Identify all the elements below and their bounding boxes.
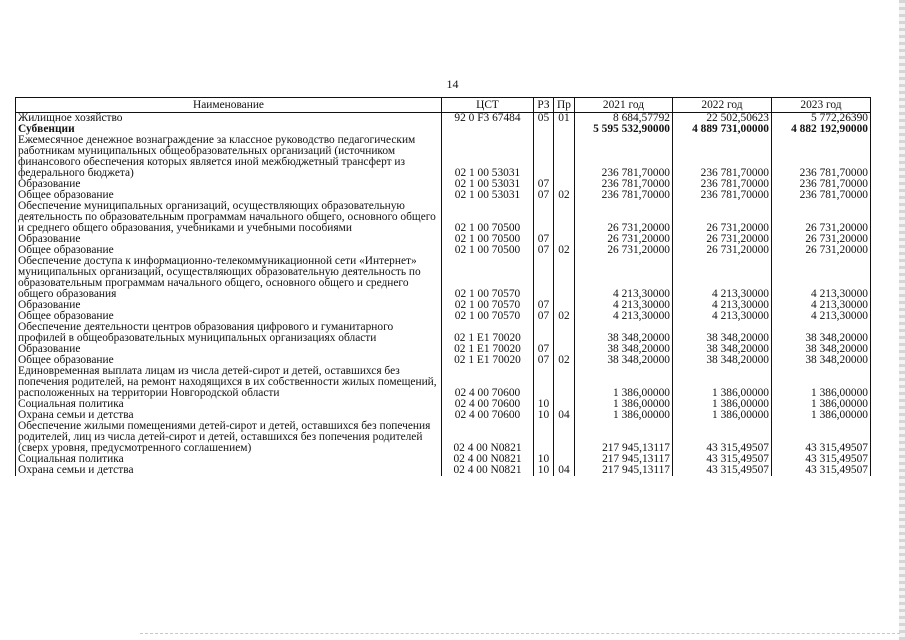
cell-rz — [534, 322, 554, 344]
cell-cst: 02 1 00 70570 — [442, 311, 534, 322]
cell-2023: 38 348,20000 — [772, 355, 871, 366]
cell-2021: 1 386,00000 — [575, 366, 673, 399]
cell-cst: 02 1 00 70570 — [442, 300, 534, 311]
cell-2023: 26 731,20000 — [772, 201, 871, 234]
table-row — [16, 201, 871, 234]
cell-rz: 07 — [534, 245, 554, 256]
cell-cst: 92 0 F3 67484 — [442, 113, 534, 125]
cell-pr — [554, 201, 575, 234]
cell-2021: 217 945,13117 — [575, 421, 673, 454]
cell-pr — [554, 366, 575, 399]
cell-cst: 02 4 00 N0821 — [442, 454, 534, 465]
cell-name: Общее образование — [16, 355, 442, 366]
table-header — [16, 98, 871, 113]
cell-2021: 38 348,20000 — [575, 322, 673, 344]
cell-2022: 38 348,20000 — [673, 322, 772, 344]
cell-pr — [554, 322, 575, 344]
cell-2023: 38 348,20000 — [772, 322, 871, 344]
cell-2021: 4 213,30000 — [575, 256, 673, 300]
cell-2021: 26 731,20000 — [575, 245, 673, 256]
cell-2021: 1 386,00000 — [575, 399, 673, 410]
cell-cst: 02 4 00 70600 — [442, 410, 534, 421]
cell-2022: 43 315,49507 — [673, 421, 772, 454]
cell-2021: 1 386,00000 — [575, 410, 673, 421]
table-row — [16, 465, 871, 476]
cell-cst: 02 1 E1 70020 — [442, 322, 534, 344]
cell-2022: 22 502,50623 — [673, 113, 772, 125]
cell-rz — [534, 124, 554, 135]
cell-2023: 5 772,26390 — [772, 113, 871, 125]
cell-2022: 26 731,20000 — [673, 245, 772, 256]
cell-name: Обеспечение доступа к информационно-телекоммуникационной сети «Интернет» муниципальных организаций, осуществляющих образовательную деятельность по образовательным программам начального общего, основного общего и среднего общего образования — [16, 256, 442, 300]
cell-cst: 02 1 00 70500 — [442, 234, 534, 245]
cell-rz: 07 — [534, 190, 554, 201]
cell-2022: 236 781,70000 — [673, 179, 772, 190]
cell-2021: 38 348,20000 — [575, 344, 673, 355]
cell-pr: 02 — [554, 245, 575, 256]
cell-2021: 236 781,70000 — [575, 179, 673, 190]
cell-2021: 4 213,30000 — [575, 300, 673, 311]
cell-rz: 07 — [534, 344, 554, 355]
cell-cst: 02 1 00 70500 — [442, 245, 534, 256]
cell-cst: 02 4 00 70600 — [442, 399, 534, 410]
cell-cst: 02 1 00 53031 — [442, 135, 534, 179]
cell-2022: 1 386,00000 — [673, 410, 772, 421]
cell-cst: 02 4 00 N0821 — [442, 465, 534, 476]
cell-pr — [554, 421, 575, 454]
cell-name: Общее образование — [16, 190, 442, 201]
cell-cst: 02 1 E1 70020 — [442, 344, 534, 355]
cell-name: Образование — [16, 344, 442, 355]
col-header-2023: 2023 год — [772, 98, 871, 113]
cell-rz — [534, 256, 554, 300]
table-row — [16, 322, 871, 344]
cell-2021: 236 781,70000 — [575, 135, 673, 179]
cell-rz: 07 — [534, 311, 554, 322]
cell-cst — [442, 124, 534, 135]
cell-name: Обеспечение жилыми помещениями детей-сирот и детей, оставшихся без попечения родителей, лиц из числа детей-сирот и детей, оставшихся без попечения родителей (сверх уровня, предусмотренного соглашением) — [16, 421, 442, 454]
cell-rz: 10 — [534, 410, 554, 421]
cell-2021: 217 945,13117 — [575, 454, 673, 465]
cell-cst: 02 1 00 70570 — [442, 256, 534, 300]
table-row — [16, 135, 871, 179]
cell-rz: 10 — [534, 454, 554, 465]
cell-name: Общее образование — [16, 245, 442, 256]
cell-2021: 8 684,57792 — [575, 113, 673, 125]
cell-2022: 38 348,20000 — [673, 355, 772, 366]
table-body — [16, 113, 871, 477]
cell-pr: 02 — [554, 355, 575, 366]
cell-pr — [554, 135, 575, 179]
cell-rz — [534, 201, 554, 234]
cell-2022: 4 213,30000 — [673, 311, 772, 322]
cell-2023: 4 213,30000 — [772, 311, 871, 322]
cell-cst: 02 4 00 70600 — [442, 366, 534, 399]
cell-pr: 04 — [554, 465, 575, 476]
cell-cst: 02 1 E1 70020 — [442, 355, 534, 366]
cell-name: Охрана семьи и детства — [16, 465, 442, 476]
cell-2021: 5 595 532,90000 — [575, 124, 673, 135]
cell-2023: 236 781,70000 — [772, 135, 871, 179]
table-row — [16, 421, 871, 454]
cell-2021: 26 731,20000 — [575, 201, 673, 234]
cell-2023: 1 386,00000 — [772, 399, 871, 410]
cell-pr: 01 — [554, 113, 575, 125]
cell-rz: 07 — [534, 300, 554, 311]
cell-name: Общее образование — [16, 311, 442, 322]
cell-2022: 38 348,20000 — [673, 344, 772, 355]
cell-name: Охрана семьи и детства — [16, 410, 442, 421]
cell-cst: 02 1 00 70500 — [442, 201, 534, 234]
cell-2023: 236 781,70000 — [772, 179, 871, 190]
cell-rz: 07 — [534, 179, 554, 190]
cell-cst: 02 4 00 N0821 — [442, 421, 534, 454]
cell-2021: 4 213,30000 — [575, 311, 673, 322]
cell-pr — [554, 124, 575, 135]
cell-cst: 02 1 00 53031 — [442, 190, 534, 201]
cell-2023: 4 213,30000 — [772, 300, 871, 311]
cell-rz — [534, 366, 554, 399]
cell-2021: 217 945,13117 — [575, 465, 673, 476]
budget-table — [15, 97, 871, 476]
cell-2022: 4 889 731,00000 — [673, 124, 772, 135]
cell-2023: 1 386,00000 — [772, 410, 871, 421]
cell-2023: 43 315,49507 — [772, 421, 871, 454]
cell-2023: 236 781,70000 — [772, 190, 871, 201]
cell-2021: 236 781,70000 — [575, 190, 673, 201]
cell-2022: 4 213,30000 — [673, 256, 772, 300]
col-header-2021: 2021 год — [575, 98, 673, 113]
cell-name: Образование — [16, 179, 442, 190]
cell-2022: 43 315,49507 — [673, 465, 772, 476]
col-header-2022: 2022 год — [673, 98, 772, 113]
cell-2022: 4 213,30000 — [673, 300, 772, 311]
col-header-pr: Пр — [554, 98, 575, 113]
cell-name: Субвенции — [16, 124, 442, 135]
cell-rz: 07 — [534, 234, 554, 245]
cell-2022: 26 731,20000 — [673, 234, 772, 245]
cell-name: Социальная политика — [16, 454, 442, 465]
col-header-cst: ЦСТ — [442, 98, 534, 113]
cell-2023: 4 213,30000 — [772, 256, 871, 300]
cell-name: Образование — [16, 300, 442, 311]
cell-2023: 26 731,20000 — [772, 234, 871, 245]
cell-2022: 43 315,49507 — [673, 454, 772, 465]
cell-2021: 38 348,20000 — [575, 355, 673, 366]
cell-2022: 26 731,20000 — [673, 201, 772, 234]
cell-rz — [534, 421, 554, 454]
cell-2023: 1 386,00000 — [772, 366, 871, 399]
col-header-name: Наименование — [16, 98, 442, 113]
col-header-rz: РЗ — [534, 98, 554, 113]
cell-name: Единовременная выплата лицам из числа детей-сирот и детей, оставшихся без попечения родителей, на ремонт находящихся в их собственности жилых помещений, расположенных на территории Новгородской области — [16, 366, 442, 399]
cell-name: Жилищное хозяйство — [16, 113, 442, 125]
cell-pr: 02 — [554, 311, 575, 322]
cell-pr — [554, 256, 575, 300]
cell-2023: 26 731,20000 — [772, 245, 871, 256]
table-row — [16, 256, 871, 300]
cell-2022: 1 386,00000 — [673, 399, 772, 410]
scan-edge-right — [899, 0, 905, 640]
cell-name: Обеспечение муниципальных организаций, осуществляющих образовательную деятельность по образовательным программам начального общего, основного общего и среднего общего образования, учебниками и учебными пособиями — [16, 201, 442, 234]
scan-edge-bottom — [140, 633, 900, 636]
cell-2023: 43 315,49507 — [772, 465, 871, 476]
cell-rz: 05 — [534, 113, 554, 125]
cell-2021: 26 731,20000 — [575, 234, 673, 245]
cell-rz: 10 — [534, 399, 554, 410]
page-number: 14 — [446, 77, 459, 91]
cell-pr: 04 — [554, 410, 575, 421]
cell-rz: 07 — [534, 355, 554, 366]
cell-rz — [534, 135, 554, 179]
cell-rz: 10 — [534, 465, 554, 476]
cell-2022: 236 781,70000 — [673, 135, 772, 179]
cell-name: Обеспечение деятельности центров образования цифрового и гуманитарного профилей в общеобразовательных муниципальных организациях области — [16, 322, 442, 344]
cell-2023: 38 348,20000 — [772, 344, 871, 355]
cell-2023: 4 882 192,90000 — [772, 124, 871, 135]
cell-name: Образование — [16, 234, 442, 245]
table-row — [16, 366, 871, 399]
cell-2022: 236 781,70000 — [673, 190, 772, 201]
cell-2022: 1 386,00000 — [673, 366, 772, 399]
cell-cst: 02 1 00 53031 — [442, 179, 534, 190]
cell-2023: 43 315,49507 — [772, 454, 871, 465]
cell-name: Социальная политика — [16, 399, 442, 410]
cell-name: Ежемесячное денежное вознаграждение за классное руководство педагогическим работникам муниципальных общеобразовательных организаций (источником финансового обеспечения которых является иной межбюджетный трансферт из федерального бюджета) — [16, 135, 442, 179]
cell-pr: 02 — [554, 190, 575, 201]
